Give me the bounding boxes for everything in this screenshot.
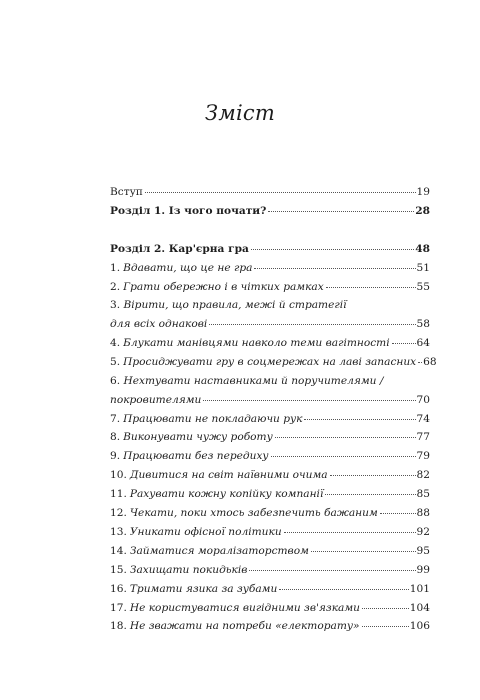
- toc-entry-page: 74: [416, 413, 430, 425]
- toc-entry-page: 70: [416, 394, 430, 406]
- toc-entry-number: 4.: [110, 337, 121, 349]
- dot-leader: [311, 551, 416, 552]
- toc-entry-number: 2.: [110, 281, 121, 293]
- toc-entry-chapter-1[interactable]: [110, 205, 430, 218]
- toc-entry-page: 101: [409, 583, 430, 595]
- dot-leader: [362, 626, 409, 627]
- toc-entry[interactable]: [110, 583, 430, 596]
- toc-entry-page: 85: [416, 488, 430, 500]
- toc-entry-label: Рахувати кожну копійку компанії: [129, 488, 324, 500]
- toc-entry-number: 17.: [110, 602, 127, 614]
- toc-entry[interactable]: [110, 450, 430, 463]
- toc-entry-number: 6.: [110, 375, 121, 387]
- toc-entry-number: 10.: [110, 469, 127, 481]
- dot-leader: [392, 343, 416, 344]
- toc-entry-page: 28: [415, 205, 430, 217]
- dot-leader: [145, 192, 416, 193]
- toc-entry-page: 19: [416, 186, 430, 198]
- dot-leader: [271, 456, 416, 457]
- toc-entry-label: Вступ: [110, 186, 143, 198]
- dot-leader: [209, 324, 415, 325]
- toc-entry[interactable]: [110, 356, 437, 369]
- toc-entry-label: Блукати манівцями навколо теми вагітності: [123, 337, 390, 349]
- toc-entry-page: 99: [416, 564, 430, 576]
- toc-entry-page: 82: [416, 469, 430, 481]
- dot-leader: [325, 494, 415, 495]
- toc-entry-label: Тримати язика за зубами: [129, 583, 278, 595]
- toc-entry-line-1[interactable]: [110, 299, 430, 312]
- toc-entry-label: Просиджувати гру в соцмережах на лаві запасних: [123, 356, 417, 368]
- toc-entry-intro[interactable]: [110, 186, 430, 199]
- toc-entry-label: Займатися моралізаторством: [129, 545, 309, 557]
- toc-entry-label: Чекати, поки хтось забезпечить бажаним: [129, 507, 378, 519]
- toc-entry-number: 1.: [110, 262, 121, 274]
- toc-entry-number: 18.: [110, 620, 127, 632]
- toc-entry-label: Працювати без передиху: [123, 450, 269, 462]
- toc-entry-label-continued: для всіх однакові: [110, 318, 208, 330]
- toc-entry[interactable]: [110, 281, 430, 294]
- toc-entry-number: 3.: [110, 299, 121, 311]
- dot-leader: [284, 532, 416, 533]
- toc-entry-label-continued: покровителями: [110, 394, 202, 406]
- dot-leader: [251, 249, 414, 250]
- toc-entry-page: 95: [416, 545, 430, 557]
- toc-entry-page: 92: [416, 526, 430, 538]
- toc-entry-page: 51: [416, 262, 430, 274]
- toc-entry-line-2[interactable]: [110, 318, 430, 331]
- toc-entry-number: 15.: [110, 564, 127, 576]
- dot-leader: [249, 570, 415, 571]
- toc-entry[interactable]: [110, 620, 430, 633]
- toc-entry[interactable]: [110, 507, 430, 520]
- toc-entry[interactable]: [110, 526, 430, 539]
- toc-entry-number: 7.: [110, 413, 121, 425]
- toc-entry-number: 9.: [110, 450, 121, 462]
- toc-entry-number: 8.: [110, 431, 121, 443]
- toc-entry-number: 14.: [110, 545, 127, 557]
- toc-entry-page: 48: [415, 243, 430, 255]
- toc-entry-page: 88: [416, 507, 430, 519]
- toc-entry-page: 64: [416, 337, 430, 349]
- toc-entry-number: 13.: [110, 526, 127, 538]
- toc-entry-page: 58: [416, 318, 430, 330]
- dot-leader: [275, 437, 416, 438]
- toc-entry-page: 104: [409, 602, 430, 614]
- toc-entry-line-2[interactable]: [110, 394, 430, 407]
- toc-entry[interactable]: [110, 602, 430, 615]
- toc-entry-page: 77: [416, 431, 430, 443]
- toc-entry-label: Вдавати, що це не гра: [123, 262, 253, 274]
- toc-entry-label: Працювати не покладаючи рук: [123, 413, 303, 425]
- toc-entry-line-1[interactable]: [110, 375, 430, 388]
- toc-entry-label: Розділ 1. Із чого почати?: [110, 205, 267, 217]
- toc-entry-number: 11.: [110, 488, 127, 500]
- toc-entry-label: Уникати офісної політики: [129, 526, 282, 538]
- dot-leader: [330, 475, 416, 476]
- toc-entry-label: Нехтувати наставниками й поручителями /: [123, 375, 384, 387]
- dot-leader: [380, 513, 416, 514]
- toc-entry[interactable]: [110, 431, 430, 444]
- toc-entry[interactable]: [110, 262, 430, 275]
- toc-entry-label: Грати обережно і в чітких рамках: [123, 281, 324, 293]
- toc-entry-number: 12.: [110, 507, 127, 519]
- toc-entry-page: 79: [416, 450, 430, 462]
- toc-entry-label: Дивитися на світ наївними очима: [129, 469, 328, 481]
- page-title: Зміст: [205, 101, 275, 125]
- toc-entry[interactable]: [110, 469, 430, 482]
- dot-leader: [362, 608, 409, 609]
- dot-leader: [279, 589, 409, 590]
- toc-entry-page: 55: [416, 281, 430, 293]
- toc-entry-page: 68: [423, 356, 437, 368]
- toc-entry-number: 5.: [110, 356, 121, 368]
- toc-entry-label: Вірити, що правила, межі й стратегії: [123, 299, 347, 311]
- toc-entry-label: Не зважати на потреби «електорату»: [129, 620, 360, 632]
- dot-leader: [304, 419, 415, 420]
- dot-leader: [326, 287, 416, 288]
- dot-leader: [268, 211, 414, 212]
- dot-leader: [203, 400, 415, 401]
- toc-entry-chapter-2[interactable]: [110, 243, 430, 256]
- toc-entry[interactable]: [110, 488, 430, 501]
- toc-entry-label: Не користуватися вигідними зв'язками: [129, 602, 360, 614]
- toc-entry-label: Виконувати чужу роботу: [123, 431, 273, 443]
- toc-entry[interactable]: [110, 545, 430, 558]
- dot-leader: [254, 268, 415, 269]
- toc-entry[interactable]: [110, 564, 430, 577]
- toc-entry-number: 16.: [110, 583, 127, 595]
- dot-leader: [418, 362, 422, 363]
- toc-entry[interactable]: [110, 337, 430, 350]
- toc-entry[interactable]: [110, 413, 430, 426]
- toc-entry-label: Захищати покидьків: [129, 564, 248, 576]
- toc-entry-label: Розділ 2. Кар'єрна гра: [110, 243, 249, 255]
- toc-entry-page: 106: [409, 620, 430, 632]
